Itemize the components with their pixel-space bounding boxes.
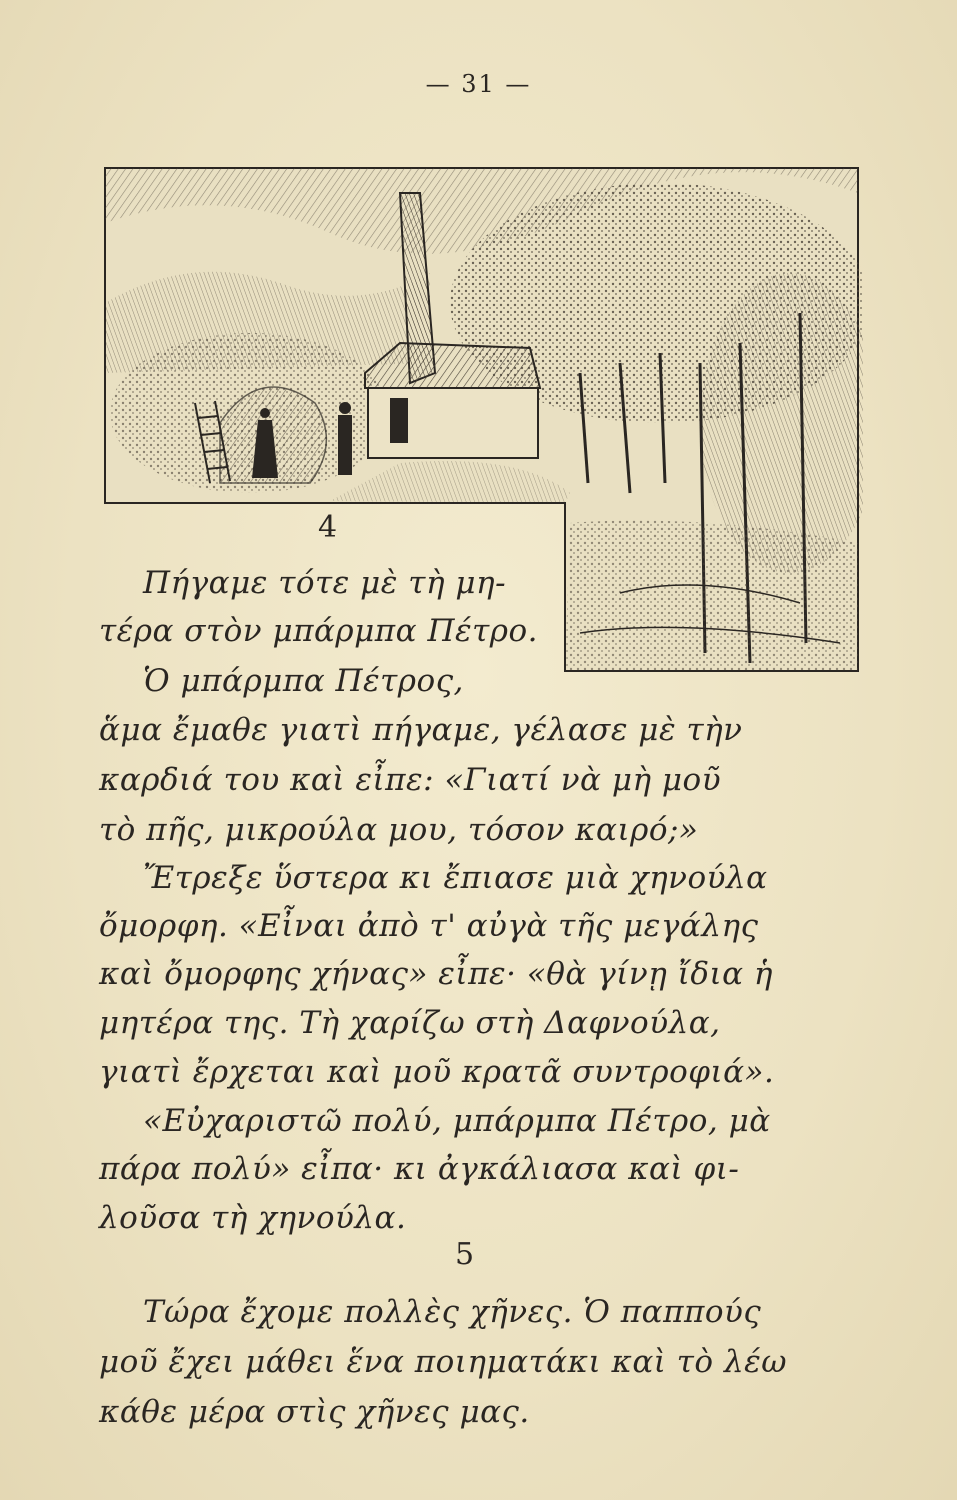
text-line: ὄμορφη. «Εἶναι ἀπὸ τ' αὐγὰ τῆς μεγάλης [99, 908, 759, 944]
page-number: — 31 — [425, 70, 532, 98]
text-line: κάθε μέρα στὶς χῆνες μας. [99, 1394, 530, 1430]
text-line: ἅμα ἔμαθε γιατὶ πήγαμε, γέλασε μὲ τὴν [99, 712, 743, 748]
text-line: μοῦ ἔχει μάθει ἕνα ποιηματάκι καὶ τὸ λέω [99, 1344, 787, 1380]
text-line: Ὁ μπάρμπα Πέτρος, [143, 663, 464, 699]
text-line: καὶ ὄμορφης χήνας» εἶπε· «θὰ γίνῃ ἴδια ἡ [99, 956, 773, 992]
text-line: τέρα στὸν μπάρμπα Πέτρο. [99, 613, 539, 649]
text-line: Τώρα ἔχομε πολλὲς χῆνες. Ὁ παππούς [143, 1294, 762, 1330]
section-number-5: 5 [455, 1237, 475, 1272]
text-line: καρδιά του καὶ εἶπε: «Γιατί νὰ μὴ μοῦ [99, 762, 722, 798]
text-line: τὸ πῆς, μικρούλα μου, τόσον καιρό;» [99, 812, 699, 848]
text-line: πάρα πολύ» εἶπα· κι ἀγκάλιασα καὶ φι- [99, 1151, 740, 1187]
text-line: λοῦσα τὴ χηνούλα. [99, 1200, 407, 1236]
text-line: «Εὐχαριστῶ πολύ, μπάρμπα Πέτρο, μὰ [143, 1103, 771, 1139]
section-number-4: 4 [318, 510, 338, 545]
text-line: μητέρα της. Τὴ χαρίζω στὴ Δαφνούλα, [99, 1005, 721, 1041]
text-line: γιατὶ ἔρχεται καὶ μοῦ κρατᾶ συντροφιά». [99, 1054, 775, 1090]
text-line: Πήγαμε τότε μὲ τὴ μη- [143, 565, 507, 601]
text-line: Ἔτρεξε ὕστερα κι ἔπιασε μιὰ χηνούλα [143, 860, 768, 896]
